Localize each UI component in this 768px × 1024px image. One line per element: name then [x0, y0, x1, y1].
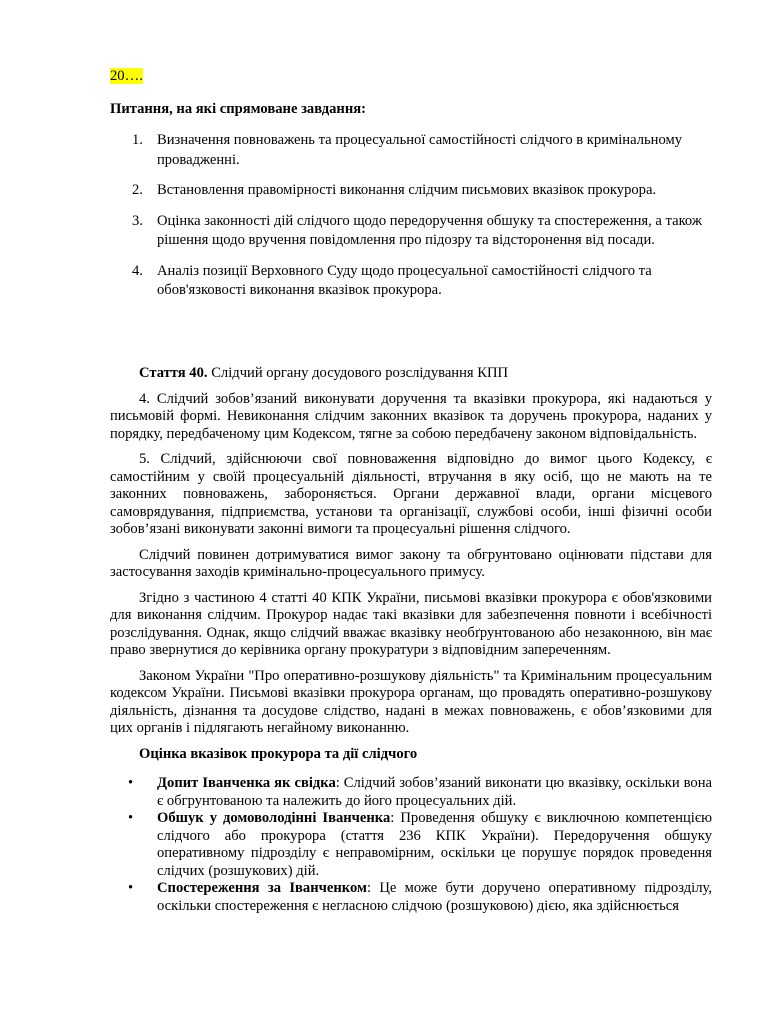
- assessment-item: [110, 810, 712, 880]
- article-number: Стаття 40.: [139, 365, 208, 381]
- question-text: Визначення повноважень та процесуальної самостійності слідчого в кримінальному провадженні.: [157, 132, 683, 168]
- assessment-item-title: Спостереження за Іванченком: [157, 880, 367, 896]
- article-title-text: Слідчий органу досудового розслідування КПП: [207, 365, 509, 381]
- assessment-item: [110, 880, 712, 915]
- questions-heading: Питання, на які спрямоване завдання:: [110, 101, 366, 117]
- question-item: [110, 212, 710, 251]
- bullet-icon: •: [128, 775, 134, 791]
- article-paragraph: Законом України "Про оперативно-розшукову діяльність" та Кримінальним процесуальним кодексом України. Письмові вказівки прокурора органам, що провадять оперативно-розшукову діяльність, дізнання та досудове слідство, надані в межах повноважень, є обов’язковими для цих органів і підлягають негайному виконанню.: [110, 667, 712, 736]
- question-item: [110, 262, 710, 301]
- assessment-list: [110, 775, 712, 915]
- assessment-item-text: : Це може бути доручено оперативному підрозділу, оскільки спостереження є негласною слідчою (розшуковою) дією, яка здійснюється: [157, 880, 713, 914]
- question-text: Оцінка законності дій слідчого щодо передоручення обшуку та спостереження, а також рішення щодо вручення повідомлення про підозру та відсторонення від посади.: [157, 212, 702, 248]
- question-number: 1.: [132, 132, 143, 148]
- article-paragraph: 4. Слідчий зобов’язаний виконувати доручення та вказівки прокурора, які надаються у письмовій формі. Невиконання слідчим законних вказівок та доручень прокурора, наданих у порядку, передбаченому цим Кодексом, тягне за собою передбачену законом відповідальність.: [110, 390, 712, 442]
- article-paragraph: 5. Слідчий, здійснюючи свої повноваження відповідно до вимог цього Кодексу, є самостійним у своїй процесуальній діяльності, втручання в яку осіб, що не мають на те законних повноважень, забороняється. Органи державної влади, органи місцевого самоврядування, підприємства, установи та організації, службові особи, інші фізичні особи зобов’язані виконувати законні вимоги та процесуальні рішення слідчого.: [110, 451, 712, 537]
- assessment-item-text: : Слідчий зобов’язаний виконати цю вказівку, оскільки вона є обгрунтованою та належить до його процесуальних дій.: [157, 775, 712, 809]
- highlighted-date: 20….: [110, 68, 143, 84]
- article-title: [110, 365, 712, 383]
- article-paragraph: Слідчий повинен дотримуватися вимог закону та обгрунтовано оцінювати підстави для застосування заходів кримінально-процесуального примусу.: [110, 546, 712, 580]
- date-line: [110, 67, 143, 86]
- article-paragraph: Згідно з частиною 4 статті 40 КПК України, письмові вказівки прокурора є обов'язковими для виконання слідчим. Прокурор надає такі вказівки для забезпечення повноти і всебічності розслідування. Однак, якщо слідчий вважає вказівку необґрунтованою або незаконною, він має право звернутися до керівника органу прокуратури з відповідним запереченням.: [110, 589, 712, 658]
- assessment-item-title: Допит Іванченка як свідка: [157, 775, 336, 791]
- question-item: [110, 131, 710, 170]
- assessment-item-text: : Проведення обшуку є виключною компетенцією слідчого або прокурора (стаття 236 КПК України). Передоручення обшуку оперативному підрозділу є неправомірним, оскільки це порушує порядок проведення слідчих (розшукових) дій.: [157, 810, 713, 879]
- question-number: 4.: [132, 262, 143, 279]
- bullet-icon: •: [128, 880, 134, 896]
- assessment-item: [110, 775, 712, 810]
- question-number: 3.: [132, 212, 143, 229]
- article-section: [110, 365, 712, 915]
- bullet-icon: •: [128, 810, 134, 826]
- question-item: [110, 181, 710, 201]
- question-text: Встановлення правомірності виконання слідчим письмових вказівок прокурора.: [157, 182, 657, 198]
- questions-list: [110, 131, 710, 312]
- question-text: Аналіз позиції Верховного Суду щодо процесуальної самостійності слідчого та обов'язковості виконання вказівок прокурора.: [157, 262, 652, 298]
- question-number: 2.: [132, 182, 143, 198]
- assessment-heading: Оцінка вказівок прокурора та дії слідчого: [139, 745, 418, 762]
- assessment-item-title: Обшук у домоволодінні Іванченка: [157, 810, 391, 826]
